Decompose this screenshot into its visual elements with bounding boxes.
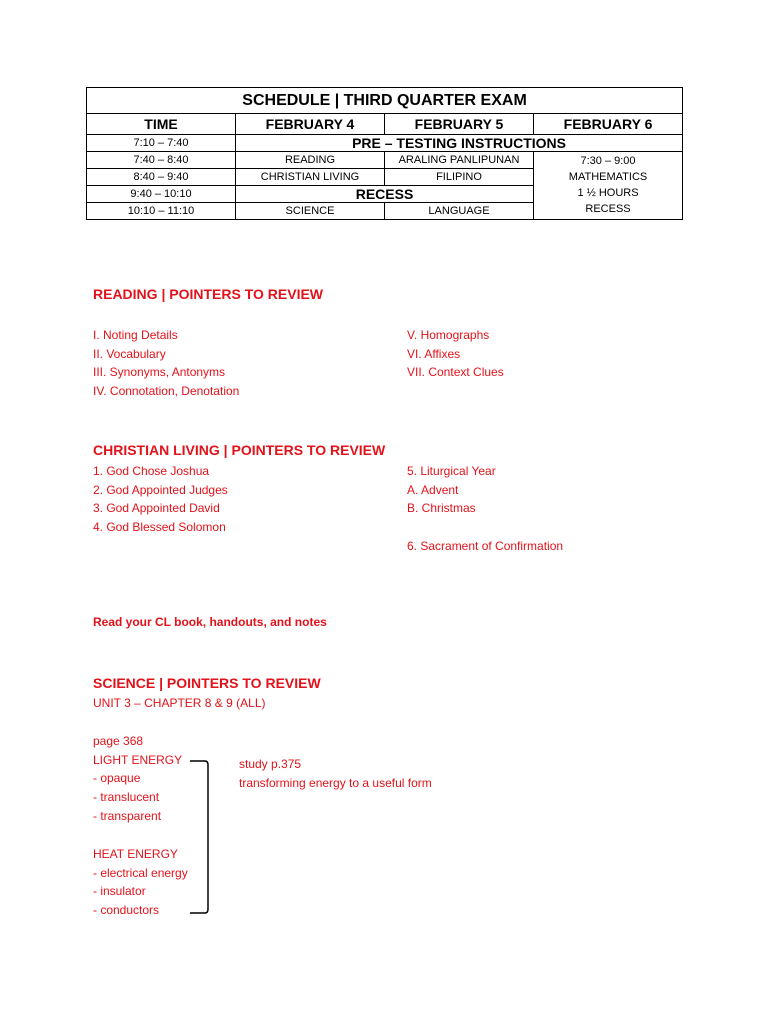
time-cell: 7:40 – 8:40 — [87, 152, 236, 169]
cl-list-left — [93, 462, 228, 537]
list-item: - electrical energy — [93, 865, 188, 880]
study-note — [239, 755, 432, 792]
list-item: VI. Affixes — [407, 346, 461, 361]
study-detail: transforming energy to a useful form — [239, 775, 432, 790]
subject-cell: LANGUAGE — [385, 203, 534, 220]
science-subheading: UNIT 3 – CHAPTER 8 & 9 (ALL) — [93, 696, 266, 710]
reading-list-left — [93, 326, 239, 401]
cl-confirmation: 6. Sacrament of Confirmation — [407, 539, 564, 553]
list-item: - transparent — [93, 808, 162, 823]
schedule-table — [86, 87, 683, 220]
list-item: A. Advent — [407, 482, 459, 497]
subject-cell: CHRISTIAN LIVING — [236, 169, 385, 186]
subject-cell: SCIENCE — [236, 203, 385, 220]
heat-energy-title: HEAT ENERGY — [93, 847, 178, 861]
reading-heading: READING | POINTERS TO REVIEW — [93, 286, 324, 302]
list-item: - opaque — [93, 771, 141, 786]
list-item: 2. God Appointed Judges — [93, 482, 228, 497]
subject-cell: FILIPINO — [385, 169, 534, 186]
list-item: - translucent — [93, 790, 160, 805]
recess-cell: RECESS — [236, 186, 534, 203]
list-item: 3. God Appointed David — [93, 501, 220, 516]
list-item: V. Homographs — [407, 328, 490, 342]
list-item: IV. Connotation, Denotation — [93, 384, 240, 399]
list-item: I. Noting Details — [93, 328, 178, 342]
science-heading: SCIENCE | POINTERS TO REVIEW — [93, 675, 321, 691]
list-item: 1. God Chose Joshua — [93, 464, 210, 478]
math-duration: 1 ½ HOURS — [577, 187, 639, 199]
page-ref: page 368 — [93, 734, 144, 748]
light-energy-title: LIGHT ENERGY — [93, 752, 183, 767]
schedule-title: SCHEDULE | THIRD QUARTER EXAM — [87, 88, 683, 114]
math-time: 7:30 – 9:00 — [580, 155, 636, 167]
list-item: 5. Liturgical Year — [407, 464, 496, 478]
cl-list-right — [407, 462, 496, 518]
pre-testing-cell: PRE – TESTING INSTRUCTIONS — [236, 135, 683, 152]
reading-list-right — [407, 326, 504, 382]
list-item: 4. God Blessed Solomon — [93, 520, 226, 535]
header-feb4: FEBRUARY 4 — [236, 114, 385, 135]
study-page: study p.375 — [239, 757, 302, 771]
time-cell: 9:40 – 10:10 — [87, 186, 236, 203]
list-item: - insulator — [93, 884, 146, 899]
subject-cell: READING — [236, 152, 385, 169]
math-subject: MATHEMATICS — [568, 171, 648, 183]
header-feb5: FEBRUARY 5 — [385, 114, 534, 135]
cl-heading: CHRISTIAN LIVING | POINTERS TO REVIEW — [93, 442, 386, 458]
list-item: B. Christmas — [407, 501, 476, 516]
header-time: TIME — [87, 114, 236, 135]
science-heat-list — [93, 845, 188, 920]
science-light-list — [93, 732, 182, 825]
bracket-icon — [188, 760, 210, 914]
list-item: III. Synonyms, Antonyms — [93, 365, 226, 380]
subject-cell: ARALING PANLIPUNAN — [385, 152, 534, 169]
time-cell: 8:40 – 9:40 — [87, 169, 236, 186]
cl-note: Read your CL book, handouts, and notes — [93, 615, 327, 629]
header-feb6: FEBRUARY 6 — [534, 114, 683, 135]
time-cell: 10:10 – 11:10 — [87, 203, 236, 220]
math-recess: RECESS — [585, 203, 631, 215]
feb6-math-cell — [534, 152, 683, 220]
list-item: VII. Context Clues — [407, 365, 504, 380]
list-item: - conductors — [93, 903, 160, 918]
list-item: II. Vocabulary — [93, 346, 166, 361]
time-cell: 7:10 – 7:40 — [87, 135, 236, 152]
